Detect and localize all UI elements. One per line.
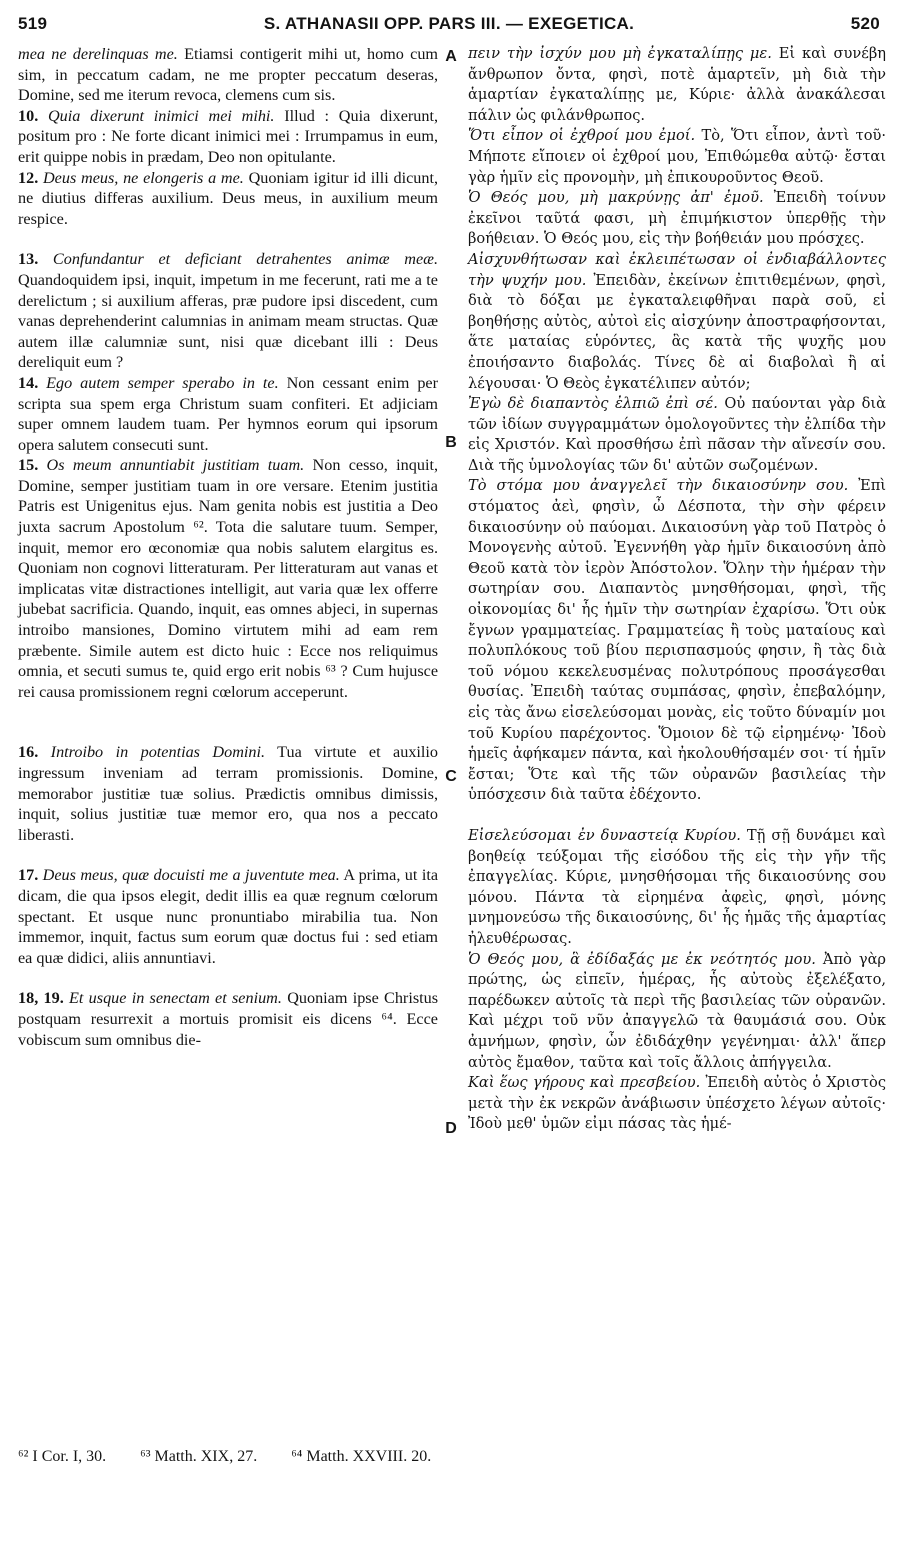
- page-number-left: 519: [18, 14, 48, 33]
- latin-column: [18, 44, 438, 1050]
- greek-paragraph: Ὁ Θεός μου, ἃ ἐδίδαξάς με ἐκ νεότητός μου. Ἀπὸ γὰρ πρώτης, ὡς εἰπεῖν, ἡμέρας, ἧς αὐτοὺς ἐξελέξατο, παρέδωκεν αὐτοῖς τὰ περὶ τῆς βασιλείας τῶν οὐρανῶν. Καὶ μέχρι τοῦ νῦν ἀπαγγελῶ τὰ θαυμάσιά σου. Οὐκ ἀμνήμων, φησὶν, ὧν ἐδιδάχθην γεγένημαι· ἀλλ' ἅπερ αὐτὸς ἔμαθον, ταῦτα καὶ τοῖς ἄλλοις ἀπήγγειλα.: [468, 950, 886, 1071]
- greek-paragraph: Τὸ στόμα μου ἀναγγελεῖ τὴν δικαιοσύνην σου. Ἐπὶ στόματος ἀεὶ, φησὶν, ὦ Δέσποτα, τὴν σὴν φέρειν δικαιοσύνην οὐ παύομαι. Δικαιοσύνη γὰρ τοῦ Πατρὸς ὁ Μονογενὴς αὐτοῦ. Ἐγεννήθη γὰρ ἡμῖν δικαιοσύνη ἀπὸ Θεοῦ κατὰ τὸν ἱερὸν Ἀπόστολον. Ὅλην τὴν ἡμέραν τὴν σωτηρίαν σου. Διαπαντὸς μνησθήσομαι, φησὶ, τῆς οἰκονομίας δι' ἧς ἡμῖν τὴν σωτηρίαν ἐχαρίσω. Ὅτι οὐκ ἔγνων γραμματείας. Γραμματείας ἢ τοὺς ματαίους καὶ πολυπλόκους τοῦ βίου περισπασμούς φησιν, ἢ τὰς διὰ τοῦ νόμου κεκελευσμένας πολυτρόπους προσάγεσθαι θυσίας. Ἐπειδὴ ταύτας συμπάσας, φησὶν, ἐπεβαλόμην, εἰς τὰς ἄνω εἰσελεύσομαι μονὰς, εἰς τοῦτο δύναμίν μοι τοῦ Κυρίου παρέχοντος. Ὅμοιον δὲ τῷ εἰρημένῳ· Ἰδοὺ ἡμεῖς ἀφήκαμεν πάντα, καὶ ἠκολουθήσαμέν σοι· τί ἡμῖν ἔσται; Ὅτε καὶ τῆς τῶν οὐρανῶν βασιλείας τὴν ὑπόσχεσιν διὰ ταῦτα ἐδέχοντο.: [468, 477, 887, 804]
- section-marker-d: D: [445, 1120, 457, 1137]
- latin-paragraph: 13. Confundantur et deficiant detrahentes animæ meæ. Quandoquidem ipsi, inquit, impetum in me fecerunt, rati me a te derelictum ; si auxilium afferas, præ pudore ipsi discedent, cum vanas deprehenderint calumnias in animam meam structas. Quæ autem illæ calumniæ sunt, nisi quæ dicebant illi : Deus dereliquit eum ?: [18, 250, 438, 372]
- page-number-right: 520: [850, 14, 880, 33]
- greek-paragraph: Καὶ ἕως γήρους καὶ πρεσβείου. Ἐπειδὴ αὐτὸς ὁ Χριστὸς μετὰ τὴν ἐκ νεκρῶν ἀνάβιωσιν ὑπέσχετο λέγων αὐτοῖς· Ἰδοὺ μεθ' ὑμῶν εἰμι πάσας τὰς ἡμέ-: [468, 1074, 887, 1133]
- footnote: ⁶⁴ Matth. XXVIII. 20.: [291, 1448, 432, 1465]
- section-marker-b: B: [445, 434, 457, 451]
- greek-paragraph: Ἐγὼ δὲ διαπαντὸς ἐλπιῶ ἐπὶ σέ. Οὐ παύονται γὰρ διὰ τῶν ἰδίων συγγραμμάτων ὁμολογοῦντες τὴν ἐλπίδα τὴν εἰς Χριστόν. Καὶ προσθήσω ἐπὶ πᾶσαν τὴν αἴνεσίν σου. Διὰ τῆς ὑμνολογίας τῶν δι' αὐτῶν σωζομένων.: [468, 395, 886, 474]
- latin-paragraph: 10. Quia dixerunt inimici mei mihi. Illud : Quia dixerunt, positum pro : Ne forte dicant inimici mei : Irrumpamus in eum, erit quippe nobis in prædam, Deo non opitulante.: [18, 106, 438, 166]
- footnote: ⁶³ Matth. XIX, 27.: [140, 1448, 258, 1465]
- page-header: [18, 14, 880, 38]
- section-marker-c: C: [445, 768, 457, 785]
- running-title: S. ATHANASII OPP. PARS III. — EXEGETICA.: [263, 14, 635, 33]
- greek-paragraph: Ὁ Θεός μου, μὴ μακρύνῃς ἀπ' ἐμοῦ. Ἐπειδὴ τοίνυν ἐκεῖνοι ταῦτά φασι, μὴ ἐπιμήκιστον ὑπερθῇς τὴν βοήθειαν. Ὁ Θεός μου, εἰς τὴν βοήθειάν μου πρόσχες.: [468, 189, 886, 248]
- greek-paragraph: Αἰσχυνθήτωσαν καὶ ἐκλειπέτωσαν οἱ ἐνδιαβάλλοντες τὴν ψυχήν μου. Ἐπειδὰν, ἐκείνων ἐπιτιθεμένων, φησὶ, διὰ τὸ δόξαι με ἐγκαταλειφθῆναι παρὰ σοῦ, εἰ βοηθήσῃς αὐτὸς, αὐτοὶ εἰς αἰσχύνην ἀποστραφήσονται, ἅτε ματαίας εὑρόντες, ἃς κατὰ τῆς ψυχῆς μου ἐποιήσαντο διαβολάς. Τίνες δὲ αἱ διαβολαὶ ἢ αἱ λέγουσαι· Ὁ Θεὸς ἐγκατέλιπεν αὐτόν;: [468, 250, 887, 392]
- latin-paragraph: 17. Deus meus, quæ docuisti me a juventute mea. A prima, ut ita dicam, die qua ipsos elegit, dedit illis ea quæ regnum cœlorum spectant. Et usque nunc pronuntiabo mirabilia tua. Non immemor, inquit, factus sum eorum quæ doctus fui : sed etiam ea quæ didici, aliis annuntiavi.: [18, 866, 439, 967]
- latin-paragraph: 18, 19. Et usque in senectam et senium. Quoniam ipse Christus postquam resurrexit a mortuis promisit eis dicens ⁶⁴. Ecce vobiscum sum omnibus die-: [18, 989, 439, 1049]
- footnote: ⁶² I Cor. I, 30.: [18, 1448, 107, 1465]
- greek-paragraph: πειν τὴν ἰσχύν μου μὴ ἐγκαταλίπῃς με. Εἰ καὶ συνέβη ἄνθρωπον ὄντα, φησὶ, ποτὲ ἁμαρτεῖν, μὴ διὰ τὴν ἁμαρτίαν ἐγκαταλίπῃς με, Κύριε· ἀλλὰ ἀνακάλεσαι πάλιν ὡς φιλάνθρωπος.: [468, 45, 887, 124]
- footnotes: [18, 1448, 718, 1466]
- latin-paragraph: 14. Ego autem semper sperabo in te. Non cessant enim per scripta sua spem erga Christum suam confiteri. Et adjiciam super omnem laudem tuam. Per hymnos eorum qui ipsorum opera salutem consecuti sunt.: [18, 373, 438, 454]
- section-marker-a: A: [445, 48, 457, 65]
- latin-paragraph: mea ne derelinquas me. Etiamsi contigerit mihi ut, homo cum sim, in peccatum cadam, ne me propter peccatum deseras, Domine, sed me iterum revoca, clemens cum sis.: [18, 45, 439, 105]
- greek-paragraph: Εἰσελεύσομαι ἐν δυναστείᾳ Κυρίου. Τῇ σῇ δυνάμει καὶ βοηθείᾳ τεύξομαι τῆς εἰσόδου τῆς εἰς τὴν γῆν τῆς ἐπαγγελίας. Κύριε, μνησθήσομαι τῆς δικαιοσύνης σου μόνου. Πάντα τὰ εἰρημένα ἀφεὶς, φησὶ, μόνης μνημονεύσω τῆς δικαιοσύνης, δι' ἧς ἡμᾶς τῆς ἁμαρτίας ἠλευθέρωσας.: [468, 826, 886, 947]
- greek-column: [468, 44, 886, 1135]
- latin-paragraph: 16. Introibo in potentias Domini. Tua virtute et auxilio ingressum inveniam ad terram promissionis. Domine, memorabor justitiæ tuæ solius. Prædictis omnibus dimissis, inquit, solius justitiæ tuæ memor ero, qua nos a peccato liberasti.: [18, 743, 439, 844]
- greek-paragraph: Ὅτι εἶπον οἱ ἐχθροί μου ἐμοί. Τὸ, Ὅτι εἶπον, ἀντὶ τοῦ· Μήποτε εἴποιεν οἱ ἐχθροί μου, Ἐπιθώμεθα αὐτῷ· ἔσται γὰρ ἡμῖν εἰς προνομὴν, μὴ ἐπικουροῦντος Θεοῦ.: [468, 127, 886, 186]
- latin-paragraph: 12. Deus meus, ne elongeris a me. Quoniam igitur id illi dicunt, ne diutius differas auxilium. Deus meus, in auxilium meum respice.: [18, 168, 439, 228]
- latin-paragraph: 15. Os meum annuntiabit justitiam tuam. Non cesso, inquit, Domine, semper justitiam tuam in ore versare. Etenim justitia Patris est Unigenitus ejus. Nam genita nobis est justitia a Deo juxta sacrum Apostolum ⁶². Tota die salutare tuum. Semper, inquit, memor ero œconomiæ qua nobis salutem elargitus es. Quoniam non cognovi litteraturam. Per litteraturam aut vanas et implicatas vitæ distractiones intelligit, aut varia quæ lex offerre jubebat sacrificia. Quando, inquit, eas omnes abjeci, in supernas introibo mansiones, Domino virtutem mihi ad eam rem præbente. Simile autem est dicto huic : Ecce nos reliquimus omnia, et secuti sumus te, quid ergo erit nobis ⁶³ ? Cum hujusce rei causa promissionem regni cœlorum acceperunt.: [18, 456, 438, 701]
